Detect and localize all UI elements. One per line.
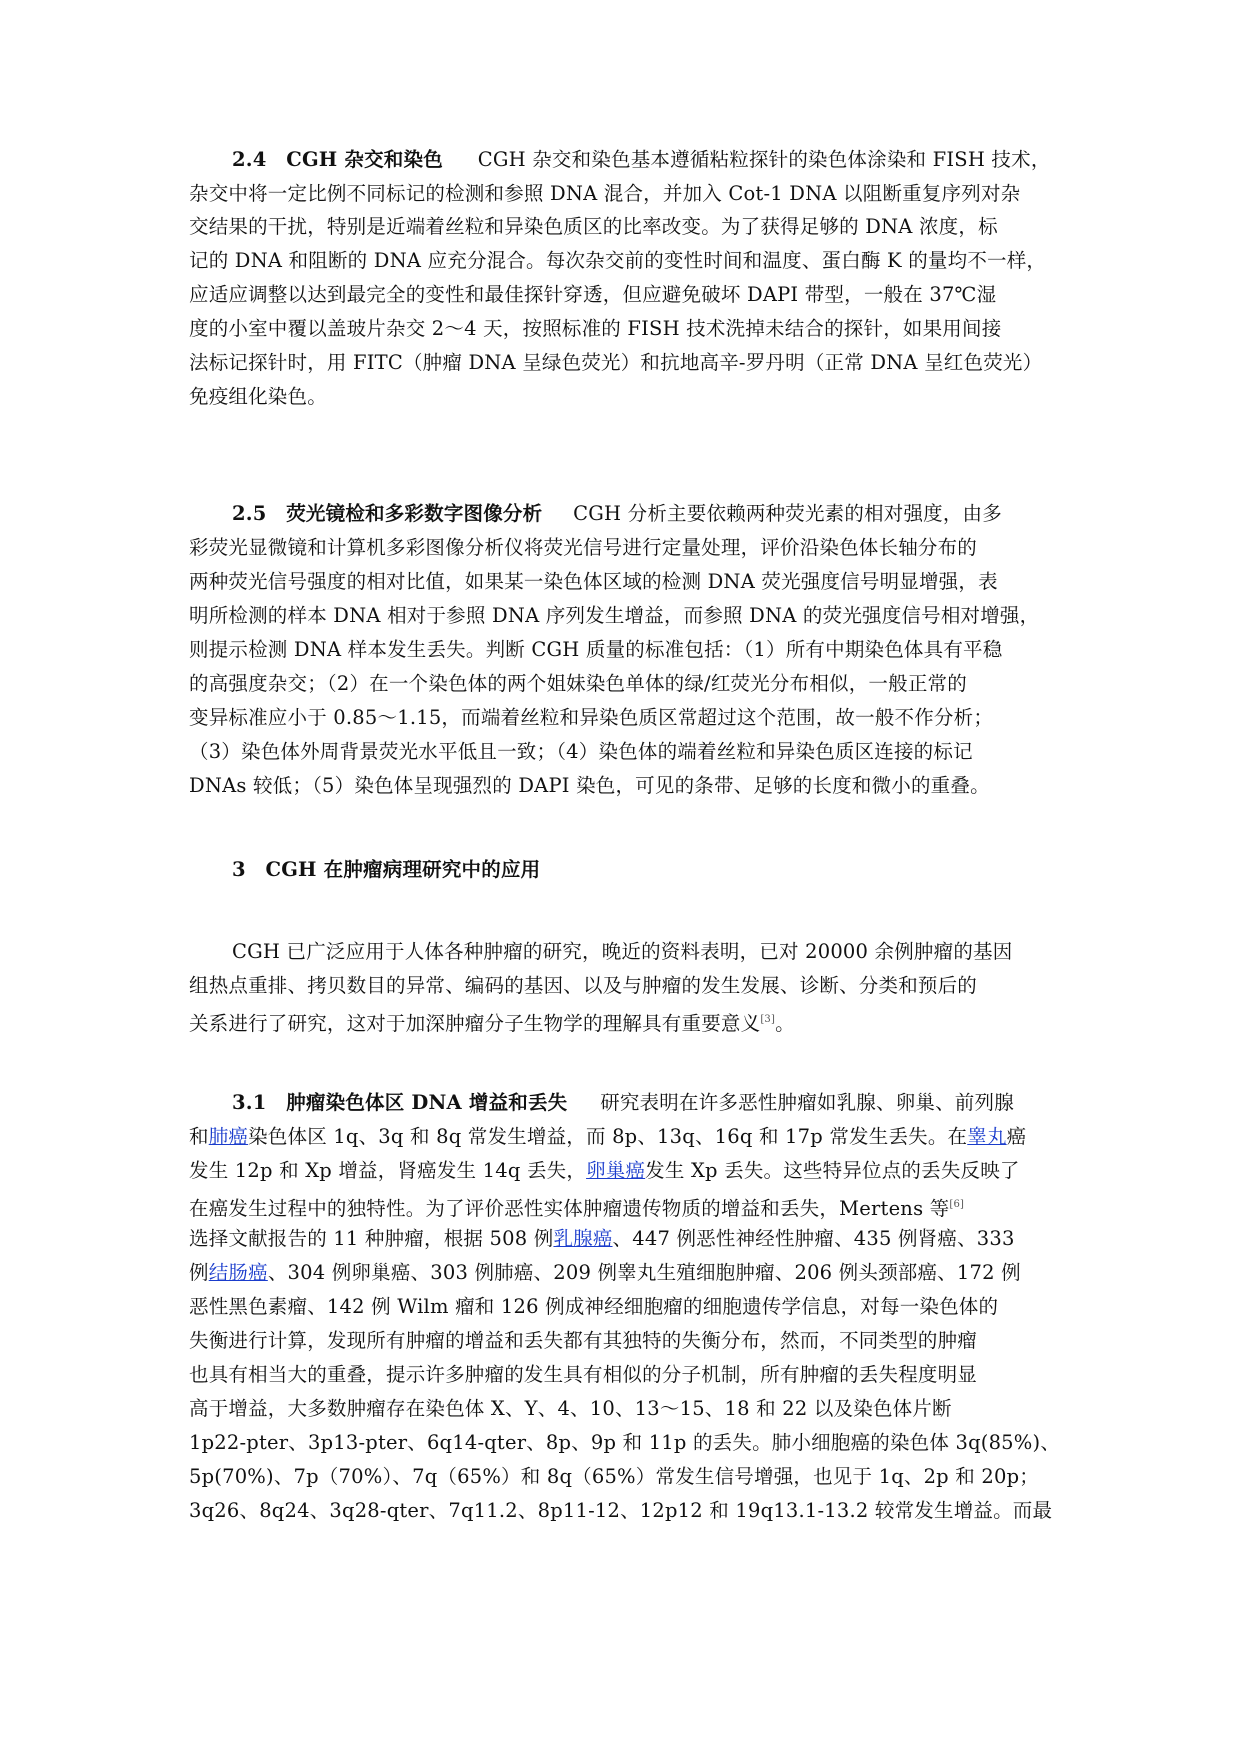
sec3-heading: 3 CGH 在肿瘤病理研究中的应用 <box>232 858 541 881</box>
sec31-line-7: 恶性黑色素瘤、142 例 Wilm 瘤和 126 例成神经细胞瘤的细胞遗传学信息，对每一染色体的 <box>189 1295 999 1318</box>
citation-3: [3] <box>760 1014 776 1025</box>
sec31-line-1 <box>232 1089 1014 1117</box>
sec31-line-5-b: 、447 例恶性神经性肿瘤、435 例肾癌、333 <box>612 1227 1015 1250</box>
sec24-text: CGH 杂交和染色基本遵循粘粒探针的染色体涂染和 FISH 技术， <box>477 148 1051 171</box>
sec31-line-13: 3q26、8q24、3q28-qter、7q11.2、8p11-12、12p12 和 19q13.1-13.2 较常发生增益。而最 <box>189 1499 1053 1522</box>
sec31-line-9: 也具有相当大的重叠，提示许多肿瘤的发生具有相似的分子机制，所有肿瘤的丢失程度明显 <box>189 1363 978 1386</box>
sec31-line-3 <box>189 1157 1020 1185</box>
sec31-text: 研究表明在许多恶性肿瘤如乳腺、卵巢、前列腺 <box>600 1091 1014 1114</box>
sec31-line-4-text: 在癌发生过程中的独特性。为了评价恶性实体肿瘤遗传物质的增益和丢失，Mertens 等 <box>189 1197 950 1220</box>
sec24-line-6: 度的小室中覆以盖玻片杂交 2～4 天，按照标准的 FISH 技术洗掉未结合的探针，如果用间接 <box>189 317 1002 340</box>
sec31-line-12: 5p(70%)、7p（70%）、7q（65%）和 8q（65%）常发生信号增强，也见于 1q、2p 和 20p； <box>189 1465 1039 1488</box>
sec3-line-3-text: 关系进行了研究，这对于加深肿瘤分子生物学的理解具有重要意义 <box>189 1012 761 1035</box>
sec25-line-2: 彩荧光显微镜和计算机多彩图像分析仪将荧光信号进行定量处理，评价沿染色体长轴分布的 <box>189 536 978 559</box>
sec25-line-9: DNAs 较低；（5）染色体呈现强烈的 DAPI 染色，可见的条带、足够的长度和微小的重叠。 <box>189 774 990 797</box>
sec31-line-2 <box>189 1123 1026 1151</box>
sec31-line-3-a: 发生 12p 和 Xp 增益，肾癌发生 14q 丢失， <box>189 1159 587 1182</box>
sec31-line-3-b: 发生 Xp 丢失。这些特异位点的丢失反映了 <box>645 1159 1020 1182</box>
sec31-line-6 <box>189 1259 1021 1287</box>
sec25-line-4: 明所检测的样本 DNA 相对于参照 DNA 序列发生增益，而参照 DNA 的荧光强度信号相对增强， <box>189 604 1040 627</box>
sec24-line-4: 记的 DNA 和阻断的 DNA 应充分混合。每次杂交前的变性时间和温度、蛋白酶 K 的量均不一样， <box>189 249 1047 272</box>
citation-6: [6] <box>949 1199 965 1210</box>
link-breast-cancer[interactable]: 乳腺癌 <box>553 1227 613 1250</box>
sec25-line-5: 则提示检测 DNA 样本发生丢失。判断 CGH 质量的标准包括：（1）所有中期染色体具有平稳 <box>189 638 1003 661</box>
sec31-line-2-a: 和 <box>189 1125 209 1148</box>
sec3-line-2: 组热点重排、拷贝数目的异常、编码的基因、以及与肿瘤的发生发展、诊断、分类和预后的 <box>189 974 978 997</box>
sec31-line-8: 失衡进行计算，发现所有肿瘤的增益和丢失都有其独特的失衡分布，然而，不同类型的肿瘤 <box>189 1329 978 1352</box>
link-ovarian-cancer[interactable]: 卵巢癌 <box>586 1159 646 1182</box>
sec25-line-7: 变异标准应小于 0.85～1.15，而端着丝粒和异染色质区常超过这个范围，故一般不作分析； <box>189 706 994 729</box>
sec24-line-2: 杂交中将一定比例不同标记的检测和参照 DNA 混合，并加入 Cot-1 DNA 以阻断重复序列对杂 <box>189 182 1021 205</box>
sec31-line-2-c: 癌 <box>1006 1125 1027 1148</box>
sec24-line-3: 交结果的干扰，特别是近端着丝粒和异染色质区的比率改变。为了获得足够的 DNA 浓度，标 <box>189 215 998 238</box>
sec31-line-5-a: 选择文献报告的 11 种肿瘤，根据 508 例 <box>189 1227 554 1250</box>
sec31-line-11: 1p22-pter、3p13-pter、6q14-qter、8p、9p 和 11p 的丢失。肺小细胞癌的染色体 3q(85%)、 <box>189 1431 1061 1454</box>
sec25-line-6: 的高强度杂交；（2）在一个染色体的两个姐妹染色单体的绿/红荧光分布相似，一般正常的 <box>189 672 967 695</box>
sec31-line-6-a: 例 <box>189 1261 209 1284</box>
sec24-line-1 <box>232 146 1051 174</box>
link-testis[interactable]: 睾丸 <box>967 1125 1007 1148</box>
sec24-heading: 2.4 CGH 杂交和染色 <box>232 148 443 171</box>
sec25-line-3: 两种荧光信号强度的相对比值，如果某一染色体区域的检测 DNA 荧光强度信号明显增强，表 <box>189 570 998 593</box>
sec3-line-1: CGH 已广泛应用于人体各种肿瘤的研究，晚近的资料表明，已对 20000 余例肿瘤的基因 <box>232 940 1013 963</box>
sec31-line-2-b: 染色体区 1q、3q 和 8q 常发生增益，而 8p、13q、16q 和 17p 常发生丢失。在 <box>248 1125 968 1148</box>
sec24-line-5: 应适应调整以达到最完全的变性和最佳探针穿透，但应避免破坏 DAPI 带型，一般在 37℃湿 <box>189 283 997 306</box>
sec3-line-3-end: 。 <box>775 1012 795 1035</box>
link-lung-cancer[interactable]: 肺癌 <box>208 1125 249 1148</box>
sec25-heading: 2.5 荧光镜检和多彩数字图像分析 <box>232 502 543 525</box>
sec24-line-7: 法标记探针时，用 FITC（肿瘤 DNA 呈绿色荧光）和抗地高辛-罗丹明（正常 DNA 呈红色荧光） <box>189 351 1043 374</box>
sec3-line-3 <box>189 1006 795 1038</box>
sec25-line-1 <box>232 500 1002 528</box>
sec31-line-6-b: 、304 例卵巢癌、303 例肺癌、209 例睾丸生殖细胞肿瘤、206 例头颈部癌、172 例 <box>267 1261 1021 1284</box>
sec31-heading: 3.1 肿瘤染色体区 DNA 增益和丢失 <box>232 1091 568 1114</box>
sec25-line-8: （3）染色体外周背景荧光水平低且一致；（4）染色体的端着丝粒和异染色质区连接的标记 <box>189 740 973 763</box>
link-colon-cancer[interactable]: 结肠癌 <box>208 1261 268 1284</box>
sec25-text: CGH 分析主要依赖两种荧光素的相对强度，由多 <box>573 502 1002 525</box>
sec31-line-5 <box>189 1225 1015 1253</box>
sec24-line-8: 免疫组化染色。 <box>189 385 327 408</box>
sec31-line-10: 高于增益，大多数肿瘤存在染色体 X、Y、4、10、13～15、18 和 22 以及染色体片断 <box>189 1397 952 1420</box>
sec31-line-4 <box>189 1191 964 1223</box>
